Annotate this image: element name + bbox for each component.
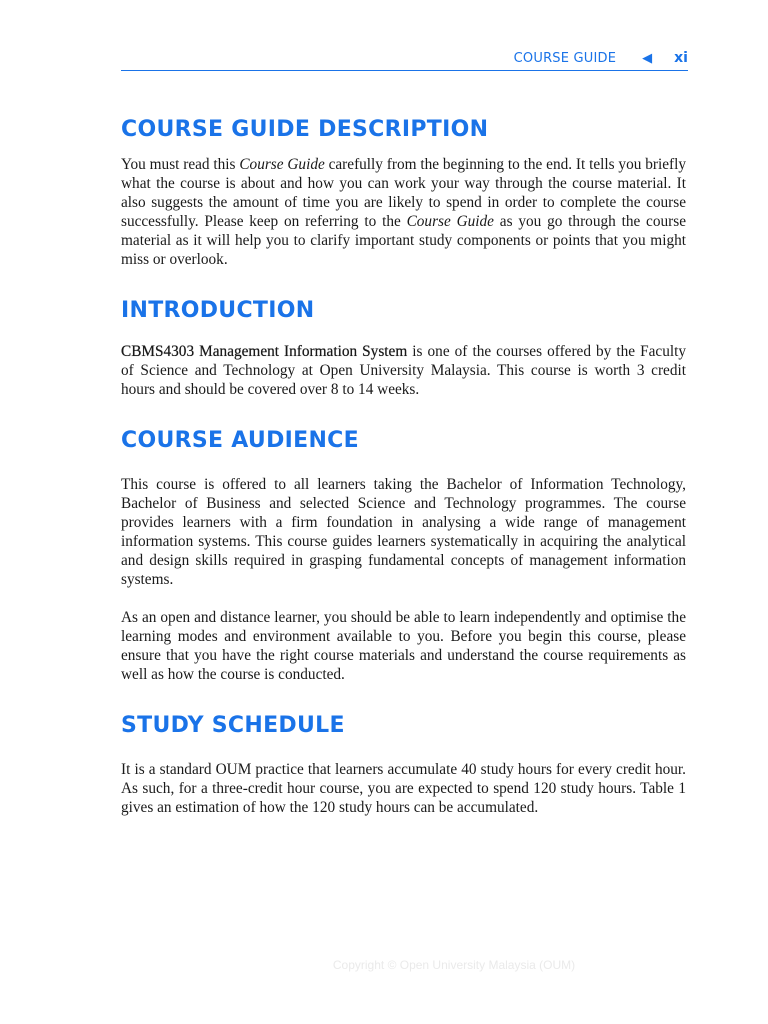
section-heading: STUDY SCHEDULE [121,713,345,738]
section-heading: COURSE AUDIENCE [121,428,359,453]
paragraph [121,155,686,269]
text-run: carefully from the beginning to the end. It tells you briefly what the course is about and how you can work your way through the course material. It also suggests the amount of time you are likely to spend in order to complete the course successfully. Please keep on referring to the [121,156,686,230]
section-course-guide-description [121,117,686,269]
copyright-footer: Copyright © Open University Malaysia (OUM) [332,958,576,972]
paragraph [121,342,686,399]
section-heading: INTRODUCTION [121,298,315,323]
paragraph: It is a standard OUM practice that learners accumulate 40 study hours for every credit hour. As such, for a three-credit hour course, you are expected to spend 120 study hours. Table 1 gives an estimation of how the 120 study hours can be accumulated. [121,761,686,816]
section-course-audience [121,428,686,684]
paragraph: As an open and distance learner, you should be able to learn independently and optimise the learning modes and environment available to you. Before you begin this course, please ensure that you have the right course materials and understand the course requirements as well as how the course is conducted. [121,609,686,683]
paragraph: This course is offered to all learners taking the Bachelor of Information Technology, Bachelor of Business and selected Science and Technology programmes. The course provides learners with a firm foundation in analysing a wide range of management information systems. This course guides learners systematically in acquiring the analytical and design skills required in grasping fundamental concepts of management information systems. [121,476,686,588]
section-introduction [121,298,686,399]
page-header [121,48,688,71]
page-content [121,117,686,817]
text-run: as you go through the course material as it will help you to clarify important study components or points that you might miss or overlook. [121,213,686,268]
course-title: CBMS4303 Management Information System [121,343,408,360]
header-right [514,50,688,66]
text-run: is one of the courses offered by the Faculty of Science and Technology at Open University Malaysia. This course is worth 3 credit hours and should be covered over 8 to 14 weeks. [121,343,686,398]
section-study-schedule [121,713,686,817]
page-number: xi [674,50,688,66]
emphasis-course-guide: Course Guide [406,213,494,230]
left-arrow-icon: ◀ [642,50,653,66]
emphasis-course-guide: Course Guide [239,156,325,173]
section-heading: COURSE GUIDE DESCRIPTION [121,117,489,142]
running-head: COURSE GUIDE [513,50,617,66]
text-run: You must read this [121,156,240,173]
